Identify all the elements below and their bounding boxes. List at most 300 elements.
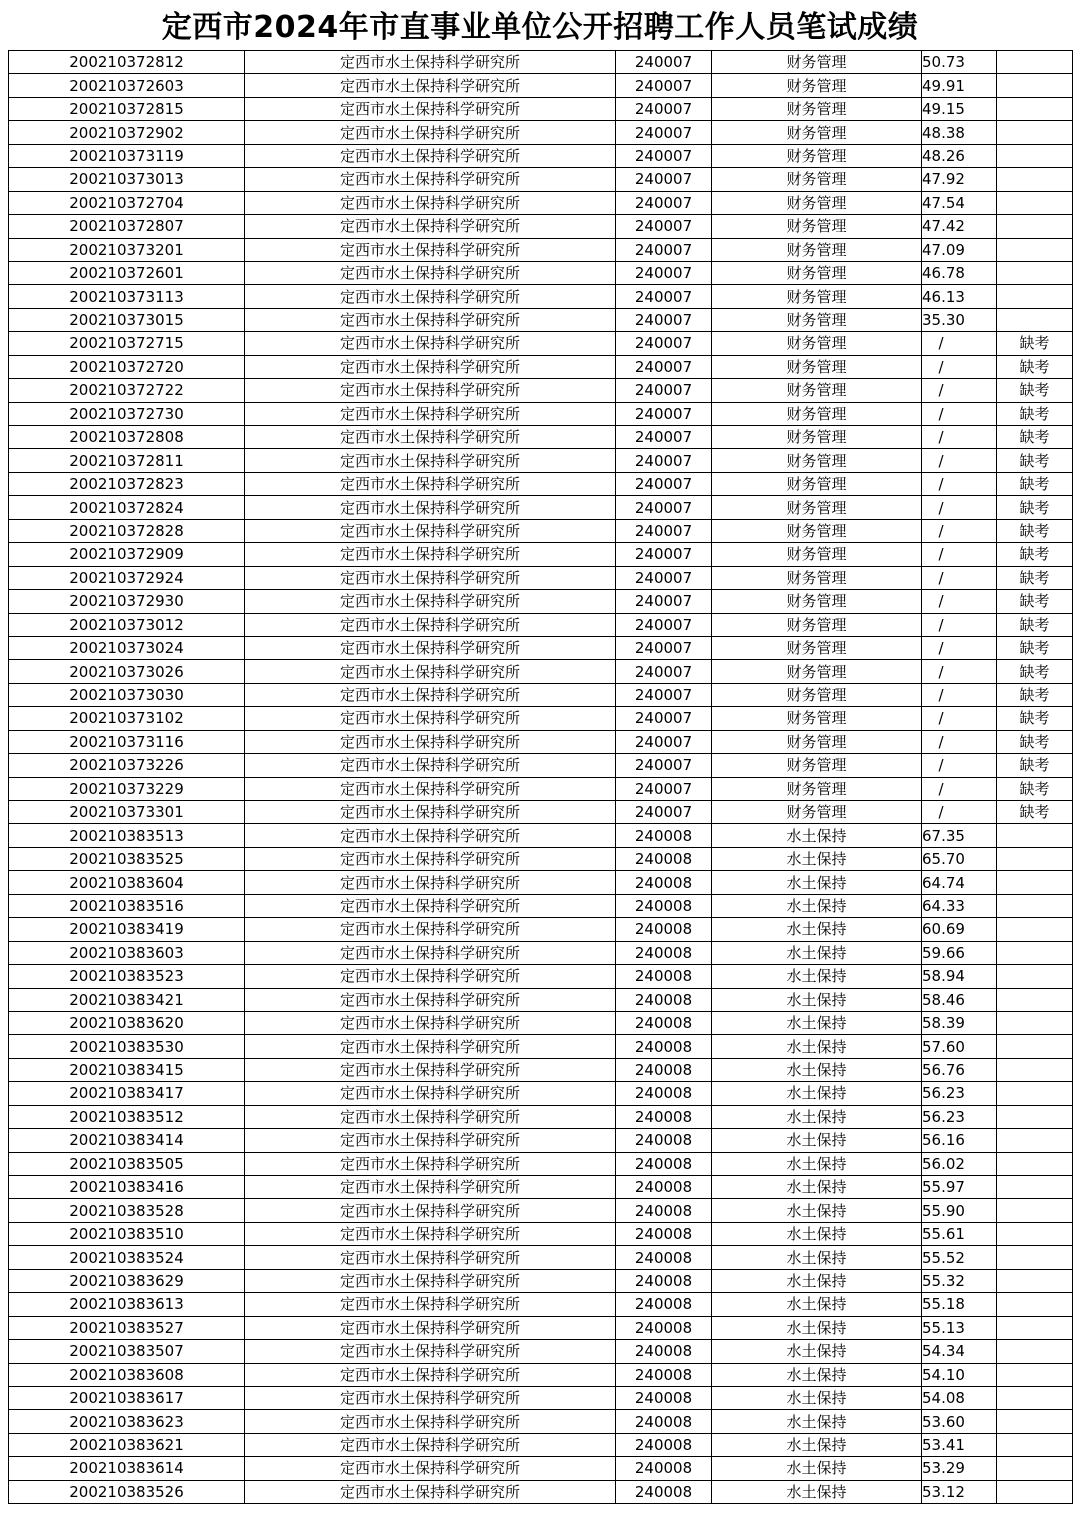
position-name-cell: 财务管理 — [712, 754, 922, 777]
position-name-cell: 水土保持 — [712, 1363, 922, 1386]
position-code-cell: 240008 — [616, 1340, 712, 1363]
position-name-cell: 水土保持 — [712, 1082, 922, 1105]
table-row — [9, 1293, 1073, 1316]
position-name-cell: 水土保持 — [712, 1129, 922, 1152]
remark-cell — [997, 74, 1073, 97]
employer-cell: 定西市水土保持科学研究所 — [245, 308, 616, 331]
position-code-cell: 240007 — [616, 74, 712, 97]
employer-cell: 定西市水土保持科学研究所 — [245, 496, 616, 519]
table-row — [9, 74, 1073, 97]
score-cell: 55.90 — [922, 1199, 997, 1222]
exam-number-cell: 200210373026 — [9, 660, 245, 683]
score-cell: / — [922, 636, 997, 659]
position-name-cell: 财务管理 — [712, 238, 922, 261]
position-code-cell: 240008 — [616, 1222, 712, 1245]
position-name-cell: 水土保持 — [712, 894, 922, 917]
position-code-cell: 240008 — [616, 918, 712, 941]
remark-cell — [997, 97, 1073, 120]
employer-cell: 定西市水土保持科学研究所 — [245, 754, 616, 777]
position-code-cell: 240007 — [616, 754, 712, 777]
position-code-cell: 240008 — [616, 1129, 712, 1152]
score-cell: 47.42 — [922, 215, 997, 238]
score-cell: / — [922, 730, 997, 753]
table-row — [9, 1011, 1073, 1034]
table-row — [9, 707, 1073, 730]
employer-cell: 定西市水土保持科学研究所 — [245, 683, 616, 706]
remark-cell — [997, 1293, 1073, 1316]
position-name-cell: 财务管理 — [712, 449, 922, 472]
position-name-cell: 水土保持 — [712, 1105, 922, 1128]
exam-number-cell: 200210383614 — [9, 1457, 245, 1480]
position-code-cell: 240008 — [616, 1105, 712, 1128]
table-row — [9, 1222, 1073, 1245]
remark-cell: 缺考 — [997, 472, 1073, 495]
score-cell: / — [922, 449, 997, 472]
remark-cell — [997, 1363, 1073, 1386]
remark-cell: 缺考 — [997, 801, 1073, 824]
position-name-cell: 财务管理 — [712, 566, 922, 589]
table-row — [9, 144, 1073, 167]
position-name-cell: 财务管理 — [712, 683, 922, 706]
exam-number-cell: 200210373024 — [9, 636, 245, 659]
position-name-cell: 财务管理 — [712, 402, 922, 425]
position-name-cell: 水土保持 — [712, 1433, 922, 1456]
position-code-cell: 240008 — [616, 1199, 712, 1222]
position-name-cell: 水土保持 — [712, 1410, 922, 1433]
remark-cell — [997, 215, 1073, 238]
score-cell: / — [922, 777, 997, 800]
employer-cell: 定西市水土保持科学研究所 — [245, 1011, 616, 1034]
table-row — [9, 1035, 1073, 1058]
remark-cell — [997, 1386, 1073, 1409]
position-code-cell: 240008 — [616, 965, 712, 988]
position-name-cell: 财务管理 — [712, 355, 922, 378]
position-name-cell: 财务管理 — [712, 801, 922, 824]
employer-cell: 定西市水土保持科学研究所 — [245, 1222, 616, 1245]
table-row — [9, 730, 1073, 753]
exam-number-cell: 200210383608 — [9, 1363, 245, 1386]
table-row — [9, 285, 1073, 308]
position-name-cell: 财务管理 — [712, 496, 922, 519]
position-code-cell: 240007 — [616, 449, 712, 472]
score-cell: 47.09 — [922, 238, 997, 261]
table-row — [9, 191, 1073, 214]
exam-number-cell: 200210373119 — [9, 144, 245, 167]
employer-cell: 定西市水土保持科学研究所 — [245, 730, 616, 753]
employer-cell: 定西市水土保持科学研究所 — [245, 918, 616, 941]
exam-number-cell: 200210383414 — [9, 1129, 245, 1152]
remark-cell: 缺考 — [997, 379, 1073, 402]
remark-cell — [997, 1129, 1073, 1152]
score-cell: 55.97 — [922, 1176, 997, 1199]
score-cell: 56.76 — [922, 1058, 997, 1081]
position-code-cell: 240007 — [616, 496, 712, 519]
table-row — [9, 1199, 1073, 1222]
table-row — [9, 683, 1073, 706]
exam-number-cell: 200210383620 — [9, 1011, 245, 1034]
position-name-cell: 财务管理 — [712, 379, 922, 402]
position-code-cell: 240008 — [616, 1363, 712, 1386]
exam-number-cell: 200210372812 — [9, 51, 245, 74]
remark-cell: 缺考 — [997, 496, 1073, 519]
remark-cell — [997, 168, 1073, 191]
remark-cell: 缺考 — [997, 613, 1073, 636]
table-row — [9, 1433, 1073, 1456]
exam-number-cell: 200210383525 — [9, 847, 245, 870]
exam-number-cell: 200210373102 — [9, 707, 245, 730]
table-row — [9, 496, 1073, 519]
employer-cell: 定西市水土保持科学研究所 — [245, 51, 616, 74]
exam-number-cell: 200210383526 — [9, 1480, 245, 1503]
remark-cell — [997, 941, 1073, 964]
position-code-cell: 240007 — [616, 543, 712, 566]
position-code-cell: 240007 — [616, 777, 712, 800]
score-cell: / — [922, 543, 997, 566]
position-code-cell: 240007 — [616, 566, 712, 589]
position-name-cell: 水土保持 — [712, 1199, 922, 1222]
exam-number-cell: 200210383507 — [9, 1340, 245, 1363]
employer-cell: 定西市水土保持科学研究所 — [245, 74, 616, 97]
exam-number-cell: 200210383621 — [9, 1433, 245, 1456]
remark-cell: 缺考 — [997, 332, 1073, 355]
employer-cell: 定西市水土保持科学研究所 — [245, 261, 616, 284]
table-row — [9, 1316, 1073, 1339]
position-code-cell: 240008 — [616, 1316, 712, 1339]
exam-number-cell: 200210372811 — [9, 449, 245, 472]
score-cell: / — [922, 355, 997, 378]
employer-cell: 定西市水土保持科学研究所 — [245, 449, 616, 472]
exam-number-cell: 200210372730 — [9, 402, 245, 425]
employer-cell: 定西市水土保持科学研究所 — [245, 1082, 616, 1105]
remark-cell — [997, 965, 1073, 988]
employer-cell: 定西市水土保持科学研究所 — [245, 472, 616, 495]
position-code-cell: 240007 — [616, 730, 712, 753]
position-code-cell: 240008 — [616, 1269, 712, 1292]
exam-number-cell: 200210383617 — [9, 1386, 245, 1409]
remark-cell — [997, 918, 1073, 941]
employer-cell: 定西市水土保持科学研究所 — [245, 707, 616, 730]
table-row — [9, 566, 1073, 589]
exam-number-cell: 200210383604 — [9, 871, 245, 894]
exam-number-cell: 200210372807 — [9, 215, 245, 238]
table-row — [9, 355, 1073, 378]
scores-table-body — [9, 51, 1073, 1504]
position-name-cell: 财务管理 — [712, 261, 922, 284]
remark-cell — [997, 894, 1073, 917]
score-cell: 55.52 — [922, 1246, 997, 1269]
score-cell: 48.26 — [922, 144, 997, 167]
position-name-cell: 财务管理 — [712, 74, 922, 97]
employer-cell: 定西市水土保持科学研究所 — [245, 215, 616, 238]
table-row — [9, 754, 1073, 777]
position-code-cell: 240007 — [616, 590, 712, 613]
score-cell: / — [922, 707, 997, 730]
position-name-cell: 财务管理 — [712, 332, 922, 355]
table-row — [9, 1129, 1073, 1152]
remark-cell — [997, 1199, 1073, 1222]
score-cell: 49.91 — [922, 74, 997, 97]
remark-cell — [997, 1035, 1073, 1058]
employer-cell: 定西市水土保持科学研究所 — [245, 871, 616, 894]
table-row — [9, 1340, 1073, 1363]
remark-cell: 缺考 — [997, 426, 1073, 449]
score-cell: 47.92 — [922, 168, 997, 191]
score-cell: 53.12 — [922, 1480, 997, 1503]
score-cell: 58.46 — [922, 988, 997, 1011]
employer-cell: 定西市水土保持科学研究所 — [245, 402, 616, 425]
exam-number-cell: 200210383512 — [9, 1105, 245, 1128]
remark-cell — [997, 191, 1073, 214]
position-name-cell: 财务管理 — [712, 144, 922, 167]
position-code-cell: 240007 — [616, 683, 712, 706]
table-row — [9, 1082, 1073, 1105]
position-code-cell: 240008 — [616, 1035, 712, 1058]
remark-cell — [997, 1058, 1073, 1081]
position-name-cell: 财务管理 — [712, 707, 922, 730]
remark-cell — [997, 1011, 1073, 1034]
position-name-cell: 财务管理 — [712, 730, 922, 753]
exam-number-cell: 200210372808 — [9, 426, 245, 449]
exam-number-cell: 200210383623 — [9, 1410, 245, 1433]
table-row — [9, 941, 1073, 964]
position-name-cell: 水土保持 — [712, 1058, 922, 1081]
position-code-cell: 240007 — [616, 261, 712, 284]
score-cell: 56.16 — [922, 1129, 997, 1152]
employer-cell: 定西市水土保持科学研究所 — [245, 1433, 616, 1456]
position-code-cell: 240007 — [616, 168, 712, 191]
remark-cell — [997, 238, 1073, 261]
table-row — [9, 215, 1073, 238]
employer-cell: 定西市水土保持科学研究所 — [245, 1152, 616, 1175]
table-row — [9, 426, 1073, 449]
exam-number-cell: 200210383524 — [9, 1246, 245, 1269]
position-name-cell: 水土保持 — [712, 1269, 922, 1292]
score-cell: 56.23 — [922, 1082, 997, 1105]
position-name-cell: 财务管理 — [712, 590, 922, 613]
score-cell: / — [922, 754, 997, 777]
remark-cell: 缺考 — [997, 754, 1073, 777]
remark-cell — [997, 261, 1073, 284]
remark-cell — [997, 1176, 1073, 1199]
score-cell: / — [922, 472, 997, 495]
remark-cell — [997, 285, 1073, 308]
exam-number-cell: 200210373229 — [9, 777, 245, 800]
remark-cell — [997, 1105, 1073, 1128]
remark-cell: 缺考 — [997, 636, 1073, 659]
position-code-cell: 240008 — [616, 1433, 712, 1456]
employer-cell: 定西市水土保持科学研究所 — [245, 824, 616, 847]
position-code-cell: 240008 — [616, 941, 712, 964]
table-row — [9, 449, 1073, 472]
exam-number-cell: 200210372720 — [9, 355, 245, 378]
position-name-cell: 财务管理 — [712, 613, 922, 636]
position-name-cell: 水土保持 — [712, 988, 922, 1011]
employer-cell: 定西市水土保持科学研究所 — [245, 1363, 616, 1386]
remark-cell — [997, 824, 1073, 847]
position-name-cell: 水土保持 — [712, 1480, 922, 1503]
score-cell: 54.34 — [922, 1340, 997, 1363]
position-code-cell: 240007 — [616, 801, 712, 824]
position-code-cell: 240007 — [616, 144, 712, 167]
page-title: 定西市2024年市直事业单位公开招聘工作人员笔试成绩 — [161, 10, 919, 45]
score-cell: 64.74 — [922, 871, 997, 894]
table-row — [9, 660, 1073, 683]
score-cell: 65.70 — [922, 847, 997, 870]
position-name-cell: 水土保持 — [712, 1316, 922, 1339]
exam-number-cell: 200210383417 — [9, 1082, 245, 1105]
table-row — [9, 590, 1073, 613]
table-row — [9, 918, 1073, 941]
position-name-cell: 水土保持 — [712, 1293, 922, 1316]
position-name-cell: 水土保持 — [712, 941, 922, 964]
exam-number-cell: 200210383527 — [9, 1316, 245, 1339]
remark-cell: 缺考 — [997, 449, 1073, 472]
remark-cell — [997, 1222, 1073, 1245]
employer-cell: 定西市水土保持科学研究所 — [245, 168, 616, 191]
score-cell: / — [922, 683, 997, 706]
table-row — [9, 121, 1073, 144]
position-code-cell: 240007 — [616, 613, 712, 636]
exam-number-cell: 200210373226 — [9, 754, 245, 777]
position-name-cell: 水土保持 — [712, 1340, 922, 1363]
score-cell: / — [922, 496, 997, 519]
remark-cell — [997, 1480, 1073, 1503]
remark-cell: 缺考 — [997, 683, 1073, 706]
exam-number-cell: 200210372603 — [9, 74, 245, 97]
remark-cell — [997, 988, 1073, 1011]
exam-number-cell: 200210373301 — [9, 801, 245, 824]
position-name-cell: 财务管理 — [712, 426, 922, 449]
employer-cell: 定西市水土保持科学研究所 — [245, 285, 616, 308]
table-row — [9, 332, 1073, 355]
position-code-cell: 240007 — [616, 707, 712, 730]
exam-number-cell: 200210372824 — [9, 496, 245, 519]
score-cell: 50.73 — [922, 51, 997, 74]
table-row — [9, 402, 1073, 425]
position-code-cell: 240007 — [616, 426, 712, 449]
position-code-cell: 240008 — [616, 894, 712, 917]
table-row — [9, 988, 1073, 1011]
position-code-cell: 240008 — [616, 1410, 712, 1433]
employer-cell: 定西市水土保持科学研究所 — [245, 777, 616, 800]
exam-number-cell: 200210383415 — [9, 1058, 245, 1081]
employer-cell: 定西市水土保持科学研究所 — [245, 660, 616, 683]
position-code-cell: 240007 — [616, 636, 712, 659]
score-cell: 55.32 — [922, 1269, 997, 1292]
exam-number-cell: 200210383505 — [9, 1152, 245, 1175]
remark-cell: 缺考 — [997, 707, 1073, 730]
table-row — [9, 51, 1073, 74]
remark-cell — [997, 1082, 1073, 1105]
position-code-cell: 240007 — [616, 402, 712, 425]
score-cell: / — [922, 519, 997, 542]
table-row — [9, 472, 1073, 495]
table-row — [9, 1246, 1073, 1269]
position-code-cell: 240007 — [616, 308, 712, 331]
remark-cell: 缺考 — [997, 543, 1073, 566]
score-cell: / — [922, 613, 997, 636]
exam-number-cell: 200210372828 — [9, 519, 245, 542]
position-name-cell: 水土保持 — [712, 1246, 922, 1269]
remark-cell — [997, 1246, 1073, 1269]
position-code-cell: 240007 — [616, 379, 712, 402]
position-code-cell: 240007 — [616, 519, 712, 542]
score-cell: 54.08 — [922, 1386, 997, 1409]
table-row — [9, 379, 1073, 402]
score-cell: 55.61 — [922, 1222, 997, 1245]
position-code-cell: 240008 — [616, 1386, 712, 1409]
exam-number-cell: 200210383523 — [9, 965, 245, 988]
score-cell: / — [922, 379, 997, 402]
score-cell: 55.13 — [922, 1316, 997, 1339]
table-row — [9, 965, 1073, 988]
position-code-cell: 240007 — [616, 121, 712, 144]
position-code-cell: 240007 — [616, 332, 712, 355]
position-name-cell: 财务管理 — [712, 191, 922, 214]
score-cell: 53.41 — [922, 1433, 997, 1456]
table-row — [9, 636, 1073, 659]
position-code-cell: 240007 — [616, 191, 712, 214]
remark-cell — [997, 1410, 1073, 1433]
position-code-cell: 240008 — [616, 824, 712, 847]
position-code-cell: 240008 — [616, 871, 712, 894]
position-name-cell: 水土保持 — [712, 1386, 922, 1409]
position-name-cell: 财务管理 — [712, 168, 922, 191]
position-name-cell: 财务管理 — [712, 777, 922, 800]
position-code-cell: 240008 — [616, 988, 712, 1011]
exam-number-cell: 200210373013 — [9, 168, 245, 191]
position-code-cell: 240008 — [616, 1480, 712, 1503]
exam-number-cell: 200210373012 — [9, 613, 245, 636]
exam-number-cell: 200210383530 — [9, 1035, 245, 1058]
score-cell: 60.69 — [922, 918, 997, 941]
employer-cell: 定西市水土保持科学研究所 — [245, 121, 616, 144]
employer-cell: 定西市水土保持科学研究所 — [245, 238, 616, 261]
remark-cell: 缺考 — [997, 660, 1073, 683]
employer-cell: 定西市水土保持科学研究所 — [245, 97, 616, 120]
exam-number-cell: 200210383419 — [9, 918, 245, 941]
table-row — [9, 613, 1073, 636]
employer-cell: 定西市水土保持科学研究所 — [245, 191, 616, 214]
exam-number-cell: 200210373030 — [9, 683, 245, 706]
position-code-cell: 240007 — [616, 472, 712, 495]
table-row — [9, 1457, 1073, 1480]
employer-cell: 定西市水土保持科学研究所 — [245, 355, 616, 378]
position-code-cell: 240007 — [616, 660, 712, 683]
employer-cell: 定西市水土保持科学研究所 — [245, 1386, 616, 1409]
remark-cell — [997, 1269, 1073, 1292]
table-row — [9, 847, 1073, 870]
score-cell: / — [922, 332, 997, 355]
position-name-cell: 水土保持 — [712, 918, 922, 941]
score-cell: 56.02 — [922, 1152, 997, 1175]
table-row — [9, 1363, 1073, 1386]
position-name-cell: 财务管理 — [712, 472, 922, 495]
employer-cell: 定西市水土保持科学研究所 — [245, 1480, 616, 1503]
exam-number-cell: 200210372930 — [9, 590, 245, 613]
remark-cell: 缺考 — [997, 355, 1073, 378]
employer-cell: 定西市水土保持科学研究所 — [245, 1269, 616, 1292]
employer-cell: 定西市水土保持科学研究所 — [245, 519, 616, 542]
exam-number-cell: 200210383510 — [9, 1222, 245, 1245]
score-cell: 46.13 — [922, 285, 997, 308]
table-row — [9, 543, 1073, 566]
employer-cell: 定西市水土保持科学研究所 — [245, 988, 616, 1011]
exam-number-cell: 200210372601 — [9, 261, 245, 284]
exam-number-cell: 200210373116 — [9, 730, 245, 753]
score-cell: 56.23 — [922, 1105, 997, 1128]
score-cell: 64.33 — [922, 894, 997, 917]
